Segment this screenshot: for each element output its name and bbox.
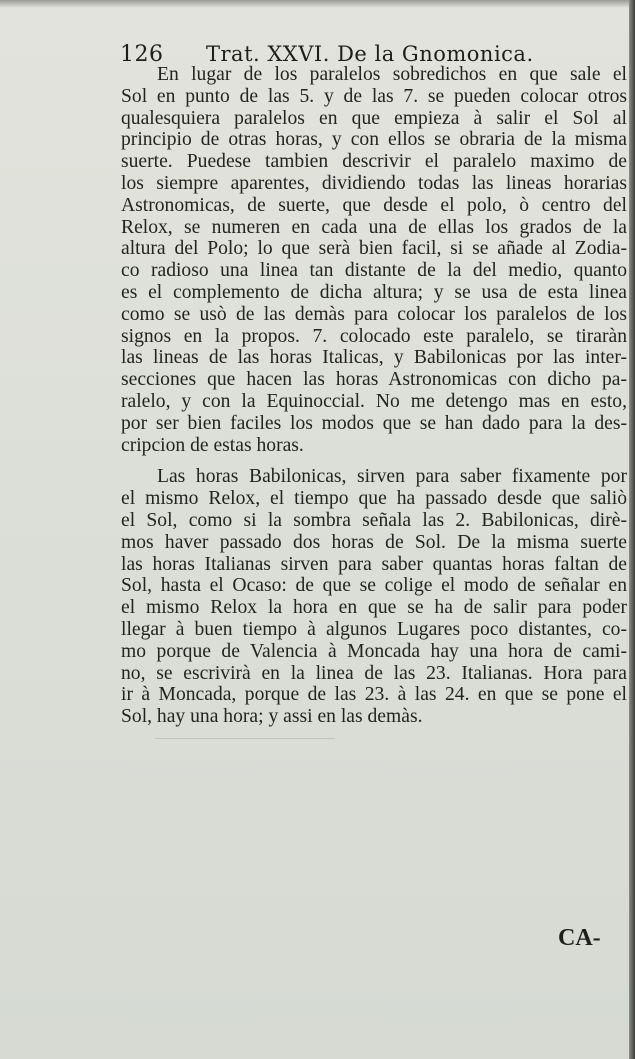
text-line: el mismo Relox, el tiempo que ha passado desde que saliò — [121, 488, 627, 510]
text-line: signos en la propos. 7. colocado este paralelo, se tiraràn — [121, 325, 627, 347]
text-line: el mismo Relox la hora en que se ha de salir para poder — [121, 597, 627, 619]
text-line: no, se escrivirà en la linea de las 23. Italianas. Hora para — [121, 662, 627, 684]
text-line: co radioso una linea tan distante de la del medio, quanto — [121, 260, 627, 282]
text-line: es el complemento de dicha altura; y se usa de esta linea — [121, 281, 627, 303]
text-line: principio de otras horas, y con ellos se obraria de la misma — [121, 129, 627, 151]
text-line: secciones que hacen las horas Astronomicas con dicho pa- — [121, 369, 627, 391]
text-line: En lugar de los paralelos sobredichos en que sale el — [157, 64, 627, 85]
text-line: las lineas de las horas Italicas, y Babilonicas por las inter- — [121, 347, 627, 369]
page-right-edge — [629, 0, 635, 1059]
text-line: Las horas Babilonicas, sirven para saber fixamente por — [157, 466, 627, 488]
text-line: como se usò de las demàs para colocar los paralelos de los — [121, 303, 627, 325]
text-line: cripcion de estas horas. — [121, 434, 304, 456]
page-number: 126 — [120, 42, 164, 67]
text-line: por ser bien faciles los modos que se han dado para la des- — [121, 412, 627, 434]
text-line: ralelo, y con la Equinoccial. No me detengo mas en esto, — [121, 390, 627, 412]
text-line: Sol, hasta el Ocaso: de que se colige el modo de señalar en — [121, 575, 627, 597]
text-line: el Sol, como si la sombra señala las 2. Babilonicas, dirè- — [121, 509, 627, 531]
text-line: altura del Polo; lo que serà bien facil, si se añade al Zodia- — [121, 238, 627, 260]
running-title: Trat. XXVI. De la Gnomonica. — [206, 42, 534, 66]
text-line: Relox, se numeren en cada una de ellas los grados de la — [121, 216, 627, 238]
paragraph-1 — [121, 64, 627, 456]
paragraph-2 — [121, 466, 627, 728]
text-line: Astronomicas, de suerte, que desde el polo, ò centro del — [121, 194, 627, 216]
page-top-shadow — [0, 0, 635, 8]
text-line: qualesquiera paralelos en que empieza à salir el Sol al — [121, 107, 627, 129]
text-line: suerte. Puedese tambien descrivir el paralelo maximo de — [121, 151, 627, 173]
text-line: Sol, hay una hora; y assi en las demàs. — [121, 706, 423, 728]
text-line: Sol en punto de las 5. y de las 7. se pueden colocar otros — [121, 85, 627, 107]
body-text — [121, 64, 627, 728]
text-line: mos haver passado dos horas de Sol. De la misma suerte — [121, 531, 627, 553]
text-line: los siempre aparentes, dividiendo todas las lineas horarias — [121, 172, 627, 194]
paragraph-gap — [121, 456, 627, 466]
catchword: CA- — [558, 925, 601, 951]
faint-show-through-mark — [155, 738, 335, 739]
text-line: ir à Moncada, porque de las 23. à las 24. en que se pone el — [121, 684, 627, 706]
text-line: las horas Italianas sirven para saber quantas horas faltan de — [121, 553, 627, 575]
text-line: mo porque de Valencia à Moncada hay una hora de cami- — [121, 640, 627, 662]
text-line: llegar à buen tiempo à algunos Lugares poco distantes, co- — [121, 618, 627, 640]
